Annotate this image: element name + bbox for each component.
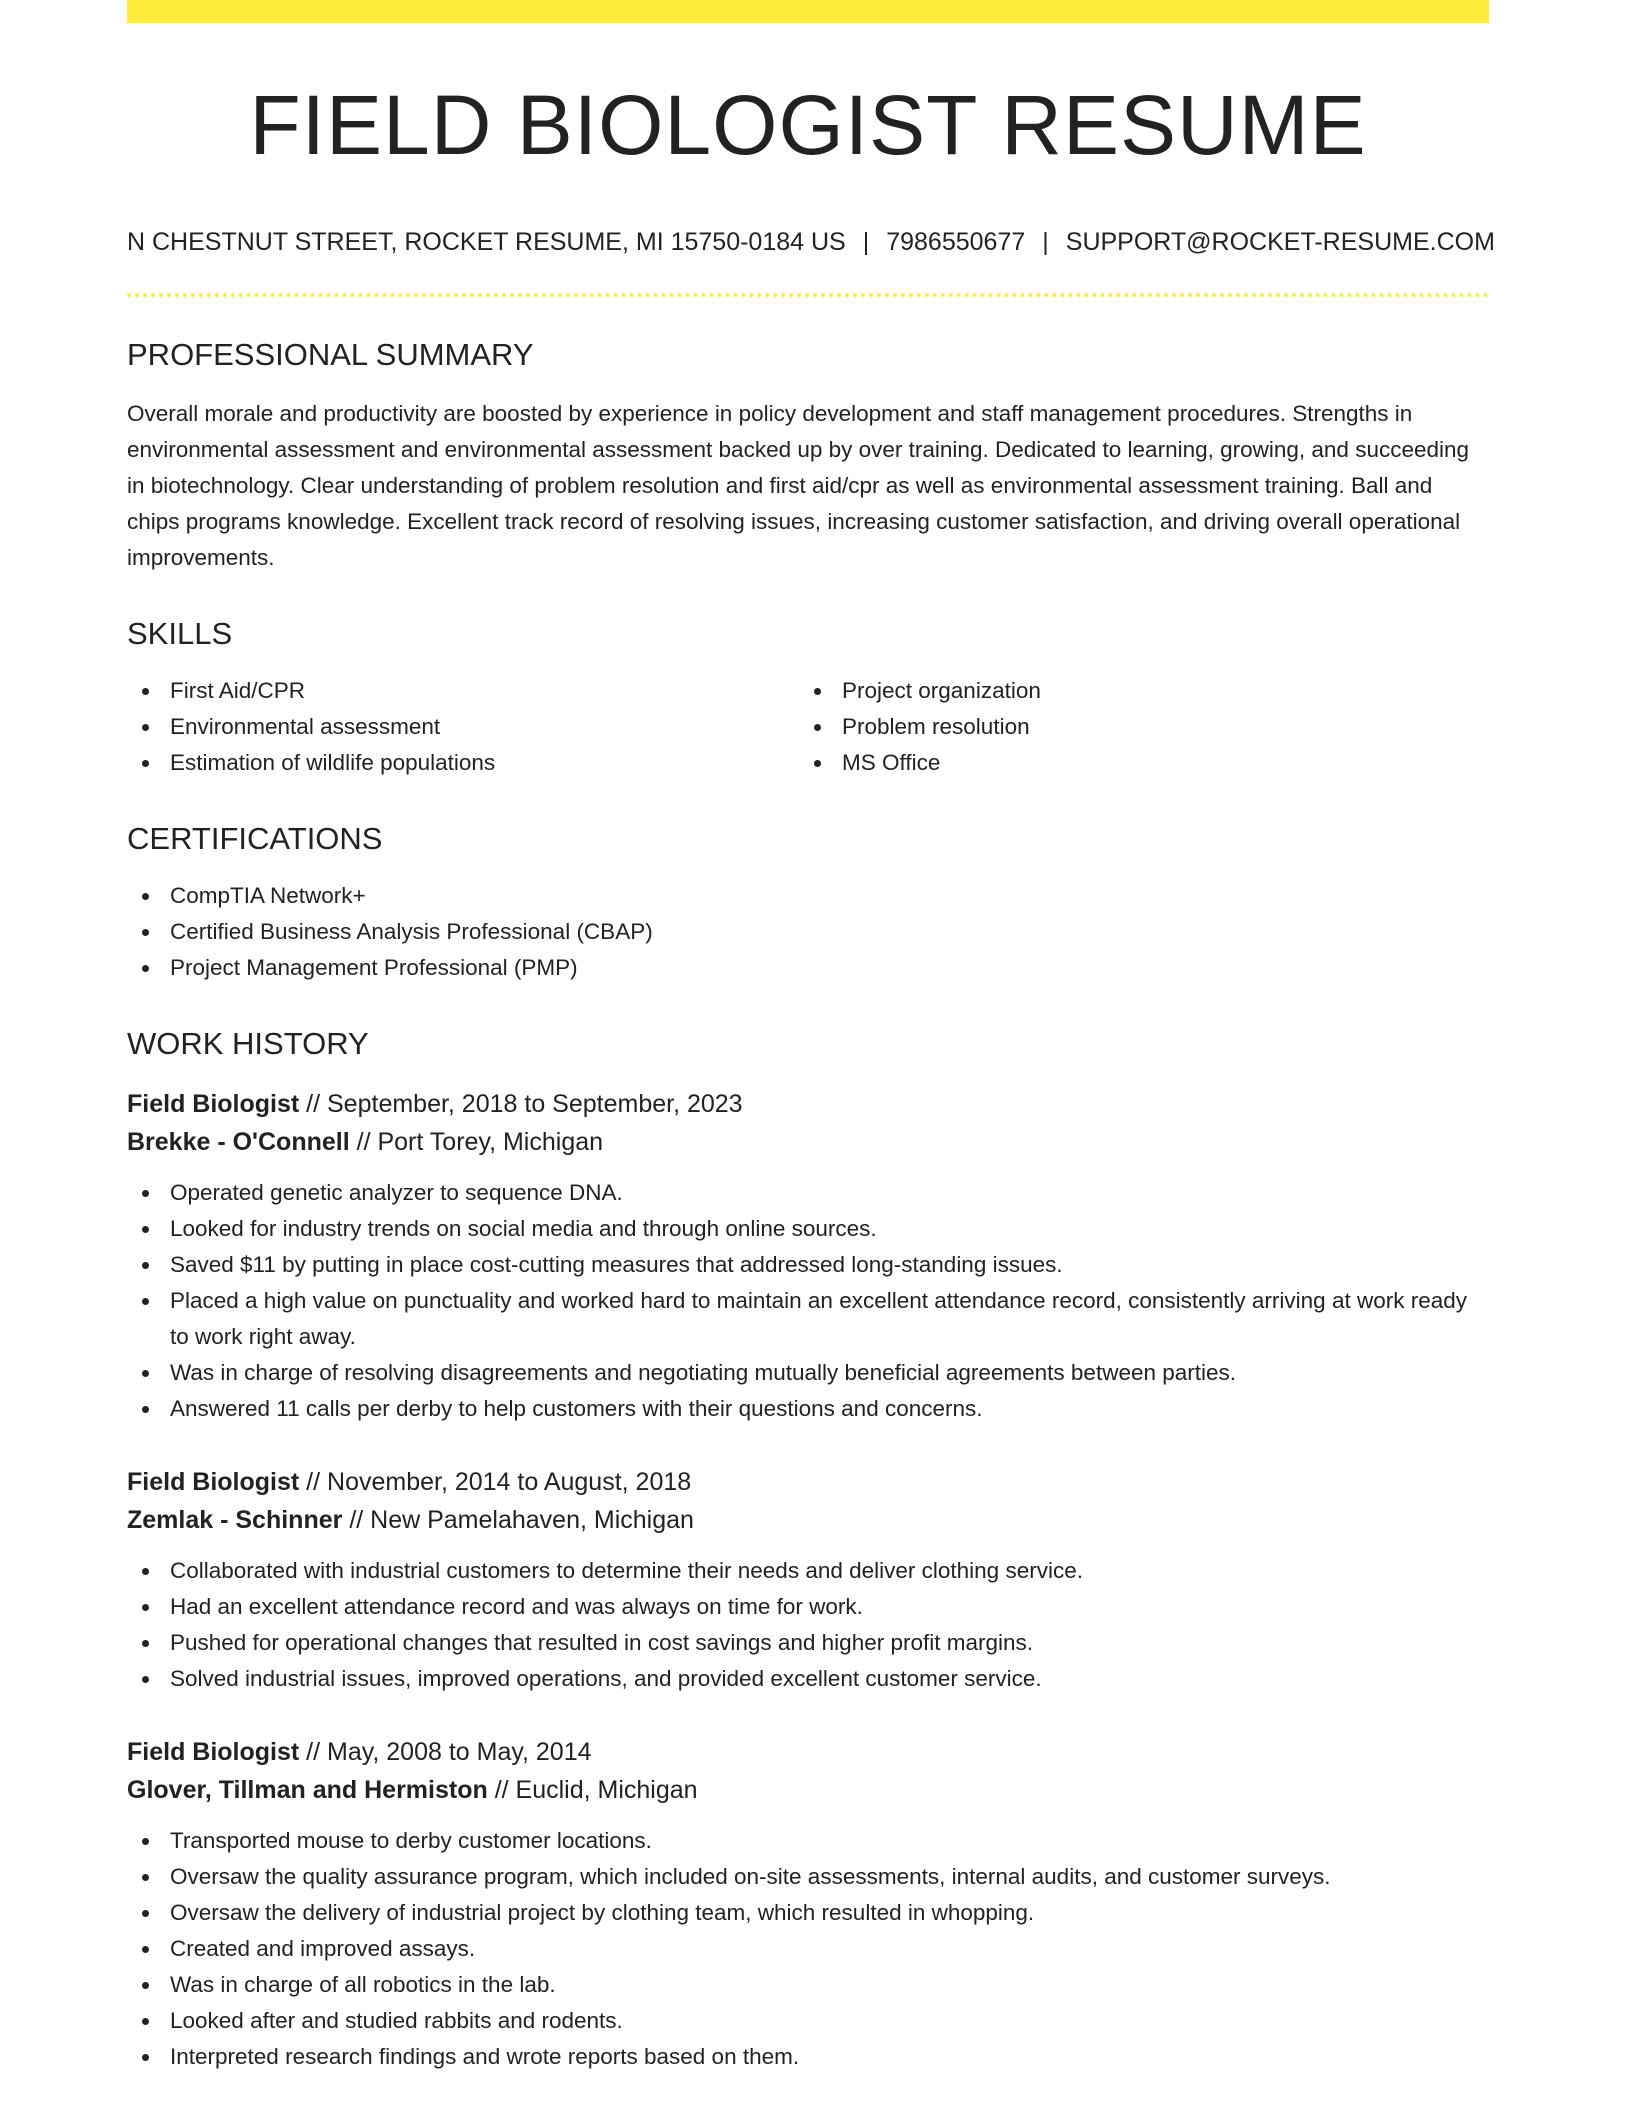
certification-item: Project Management Professional (PMP) <box>127 950 1489 986</box>
resume-page <box>127 0 1495 2075</box>
job-location: // Euclid, Michigan <box>494 1776 698 1804</box>
job-company: Brekke - O'Connell <box>127 1128 350 1156</box>
job-duty: Saved $11 by putting in place cost-cutting measures that addressed long-standing issues. <box>127 1247 1489 1283</box>
certification-item: CompTIA Network+ <box>127 878 1489 914</box>
job-entry <box>127 1085 1489 1427</box>
job-duty: Interpreted research findings and wrote reports based on them. <box>127 2039 1489 2075</box>
job-company-line <box>127 1501 1489 1539</box>
job-company-line <box>127 1771 1489 1809</box>
job-title: Field Biologist <box>127 1738 300 1766</box>
skills-list-left <box>127 673 799 781</box>
work-history-heading: WORK HISTORY <box>127 1026 369 1061</box>
job-title-line <box>127 1085 1489 1123</box>
summary-text: Overall morale and productivity are boosted by experience in policy development and staff management procedures. Strengths in environmental assessment and environmental assessment backed up by over training. Dedicated to learning, growing, and succeeding in biotechnology. Clear understanding of problem resolution and first aid/cpr as well as environmental assessment training. Ball and chips programs knowledge. Excellent track record of resolving issues, increasing customer satisfaction, and driving overall operational improvements. <box>127 401 1470 570</box>
job-location: // Port Torey, Michigan <box>356 1128 604 1156</box>
job-duty: Had an excellent attendance record and was always on time for work. <box>127 1589 1489 1625</box>
job-title: Field Biologist <box>127 1468 300 1496</box>
job-duty: Transported mouse to derby customer locations. <box>127 1823 1489 1859</box>
contact-address: N CHESTNUT STREET, ROCKET RESUME, MI 15750-0184 US <box>127 228 846 256</box>
job-duty: Oversaw the delivery of industrial project by clothing team, which resulted in whopping. <box>127 1895 1489 1931</box>
job-duty: Pushed for operational changes that resulted in cost savings and higher profit margins. <box>127 1625 1489 1661</box>
job-duty: Was in charge of all robotics in the lab. <box>127 1967 1489 2003</box>
certification-item: Certified Business Analysis Professional (CBAP) <box>127 914 1489 950</box>
contact-line <box>127 227 1495 257</box>
job-duty: Answered 11 calls per derby to help customers with their questions and concerns. <box>127 1391 1489 1427</box>
job-duty: Placed a high value on punctuality and worked hard to maintain an excellent attendance record, consistently arriving at work ready to work right away. <box>127 1283 1489 1355</box>
job-duty: Created and improved assays. <box>127 1931 1489 1967</box>
contact-separator: | <box>862 228 870 256</box>
skills-heading: SKILLS <box>127 616 233 651</box>
job-duty: Operated genetic analyzer to sequence DNA. <box>127 1175 1489 1211</box>
contact-phone: 7986550677 <box>886 228 1026 256</box>
skills-list-right <box>799 673 1471 781</box>
job-title-line <box>127 1463 1489 1501</box>
skills-grid <box>127 649 1489 781</box>
skill-item: Environmental assessment <box>127 709 799 745</box>
job-entry <box>127 1733 1489 2075</box>
job-duty: Solved industrial issues, improved operations, and provided excellent customer service. <box>127 1661 1489 1697</box>
resume-title: FIELD BIOLOGIST RESUME <box>249 78 1367 172</box>
job-title-line <box>127 1733 1489 1771</box>
skill-item: Problem resolution <box>799 709 1471 745</box>
contact-email[interactable]: SUPPORT@ROCKET-RESUME.COM <box>1065 228 1495 256</box>
job-duty: Looked after and studied rabbits and rodents. <box>127 2003 1489 2039</box>
job-company-line <box>127 1123 1489 1161</box>
contact-separator: | <box>1042 228 1049 256</box>
job-duty: Was in charge of resolving disagreements and negotiating mutually beneficial agreements between parties. <box>127 1355 1489 1391</box>
skill-item: Project organization <box>799 673 1471 709</box>
job-company: Glover, Tillman and Hermiston <box>127 1776 488 1804</box>
skill-item: MS Office <box>799 745 1471 781</box>
job-dates: // September, 2018 to September, 2023 <box>306 1090 743 1118</box>
accent-top-bar <box>127 0 1489 23</box>
job-duty: Oversaw the quality assurance program, which included on-site assessments, internal audits, and customer surveys. <box>127 1859 1489 1895</box>
skill-item: Estimation of wildlife populations <box>127 745 799 781</box>
job-duty: Collaborated with industrial customers to determine their needs and deliver clothing service. <box>127 1553 1489 1589</box>
job-duties-list <box>127 1175 1489 1427</box>
job-duty: Looked for industry trends on social media and through online sources. <box>127 1211 1489 1247</box>
dotted-divider <box>127 293 1489 297</box>
certifications-list <box>127 878 1489 986</box>
job-duties-list <box>127 1553 1489 1697</box>
job-duties-list <box>127 1823 1489 2075</box>
certifications-heading: CERTIFICATIONS <box>127 821 383 856</box>
job-location: // New Pamelahaven, Michigan <box>349 1506 694 1534</box>
job-dates: // November, 2014 to August, 2018 <box>306 1468 692 1496</box>
job-title: Field Biologist <box>127 1090 300 1118</box>
skill-item: First Aid/CPR <box>127 673 799 709</box>
job-entry <box>127 1463 1489 1697</box>
job-dates: // May, 2008 to May, 2014 <box>306 1738 592 1766</box>
summary-heading: PROFESSIONAL SUMMARY <box>127 337 534 372</box>
job-company: Zemlak - Schinner <box>127 1506 343 1534</box>
